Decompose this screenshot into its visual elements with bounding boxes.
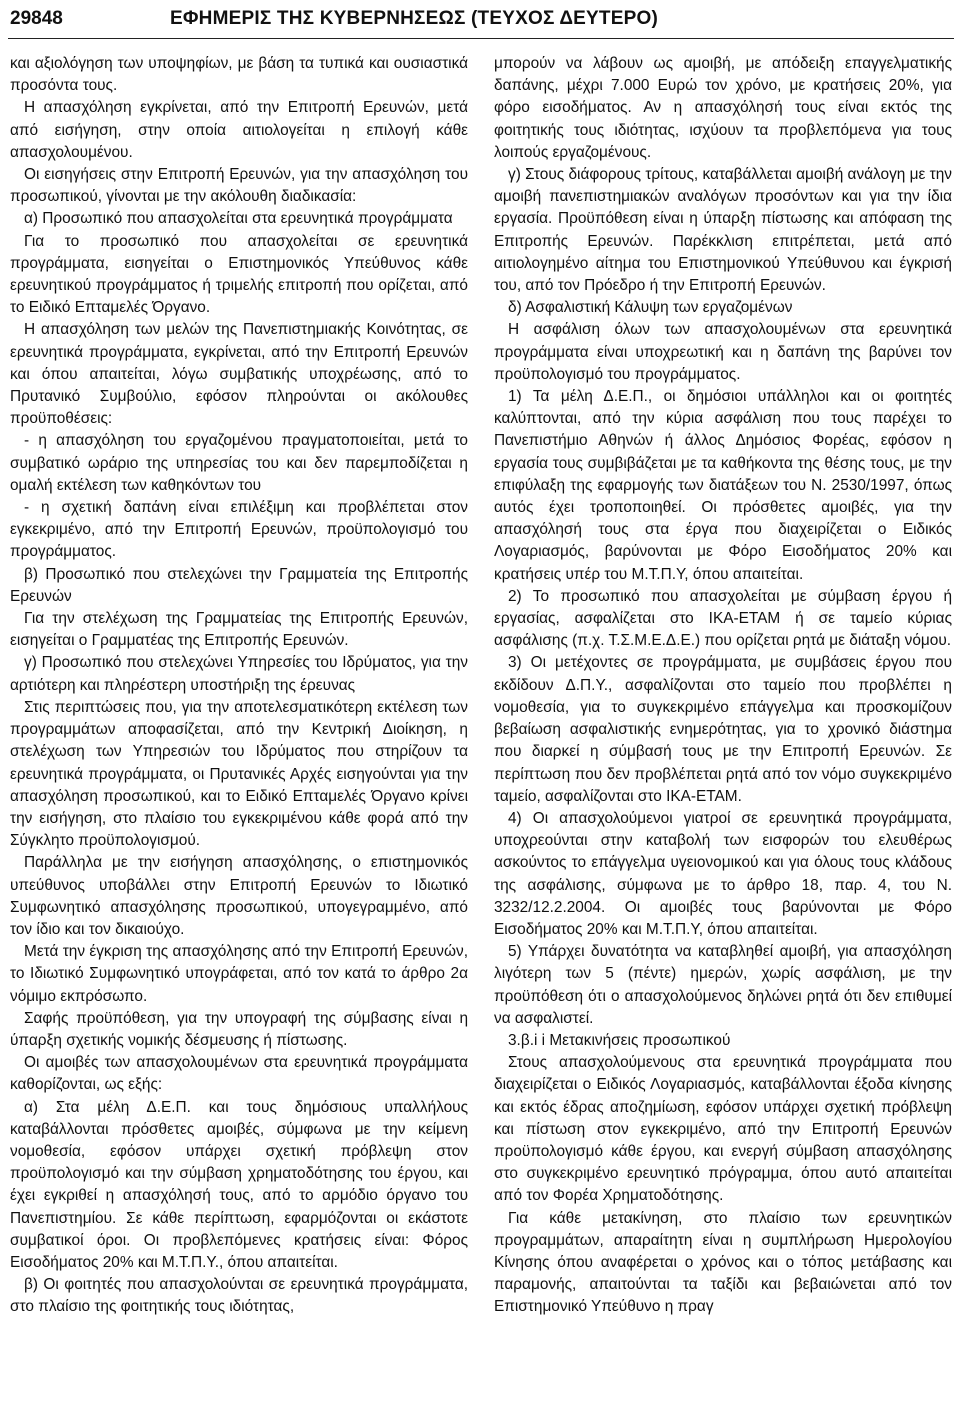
paragraph: β) Οι φοιτητές που απασχολούνται σε ερευνητικά προγράμματα, στο πλαίσιο της φοιτητικής τους ιδιότητας, (10, 1276, 468, 1316)
paragraph: Για την στελέχωση της Γραμματείας της Επιτροπής Ερευνών, εισηγείται ο Γραμματέας της Επιτροπής Ερευνών. (10, 610, 468, 650)
paragraph: - η απασχόληση του εργαζομένου πραγματοποιείται, μετά το συμβατικό ωράριο της υπηρεσίας του και δεν παρεμποδίζεται η ομαλή εκτέλεση των καθηκόντων του (10, 432, 468, 494)
paragraph: Παράλληλα με την εισήγηση απασχόλησης, ο επιστημονικός υπεύθυνος υποβάλλει στην Επιτροπή Ερευνών το Ιδιωτικό Συμφωνητικό απασχόλησης προσωπικού, υπογεγραμμένο, από τον ίδιο και τον δικαιούχο. (10, 854, 468, 938)
paragraph: Στους απασχολούμενους στα ερευνητικά προγράμματα που διαχειρίζεται ο Ειδικός Λογαριασμός, καταβάλλονται έξοδα κίνησης και εκτός έδρας αποζημίωση, εφόσον υπάρχει σχετική πρόβλεψη και πίστωση στον εγκεκριμένο, από την Επιτροπή Ερευνών προϋπολογισμό κάθε έργου, και ενεργή σύμβαση απασχόλησης στο συγκεκριμένο ερευνητικό πρόγραμμα, όπου αυτό απαιτείται από τον Φορέα Χρηματοδότησης. (494, 1054, 952, 1205)
paragraph: - η σχετική δαπάνη είναι επιλέξιμη και προβλέπεται στον εγκεκριμένο, από την Επιτροπή Ερευνών, προϋπολογισμό του προγράμματος. (10, 499, 468, 561)
text-columns (10, 53, 952, 1319)
paragraph: 3.β.i i Μετακινήσεις προσωπικού (508, 1031, 731, 1049)
paragraph: και αξιολόγηση των υποψηφίων, με βάση τα τυπικά και ουσιαστικά προσόντα τους. (10, 55, 468, 95)
paragraph: δ) Ασφαλιστική Κάλυψη των εργαζομένων (508, 299, 793, 317)
page-number: 29848 (10, 8, 63, 29)
paragraph: Σαφής προϋπόθεση, για την υπογραφή της σύμβασης είναι η ύπαρξη σχετικής νομικής δέσμευσης ή πίστωσης. (10, 1009, 468, 1049)
paragraph: Η απασχόληση των μελών της Πανεπιστημιακής Κοινότητας, σε ερευνητικά προγράμματα, εγκρίνεται, από την Επιτροπή Ερευνών και όπου απαιτείται, λόγω συμβατικής υποχρέωσης, από το Πρυτανικό Συμβούλιο, εφόσον πληρούνται οι ακόλουθες προϋποθέσεις: (10, 321, 468, 428)
paragraph: γ) Προσωπικό που στελεχώνει Υπηρεσίες του Ιδρύματος, για την αρτιότερη και πληρέστερη υποστήριξη της έρευνας (10, 654, 468, 694)
page-header (8, 0, 954, 39)
paragraph: 5) Υπάρχει δυνατότητα να καταβληθεί αμοιβή, για απασχόληση λιγότερη των 5 (πέντε) ημερών, χωρίς ασφάλιση, με την προϋπόθεση ότι ο απασχολούμενος δηλώνει ρητά ότι δεν επιθυμεί να ασφαλιστεί. (494, 943, 952, 1027)
paragraph: 4) Οι απασχολούμενοι γιατροί σε ερευνητικά προγράμματα, υποχρεούνται στην καταβολή των εισφορών του ελευθέρως ασκούντος το επάγγελμα υγειονομικού και για όλους τους κλάδους της ασφάλισης, σύμφωνα με το άρθρο 18, παρ. 4, του Ν. 3232/12.2.2004. Οι αμοιβές τους βαρύνονται με Φόρο Εισοδήματος 20% και Μ.Τ.Π.Υ, όπου απαιτείται. (494, 809, 952, 938)
paragraph: Μετά την έγκριση της απασχόλησης από την Επιτροπή Ερευνών, το Ιδιωτικό Συμφωνητικό υπογράφεται, από τον κατά το άρθρο 2α νόμιμο εκπρόσωπο. (10, 943, 468, 1005)
paragraph: 2) Το προσωπικό που απασχολείται με σύμβαση έργου ή εργασίας, ασφαλίζεται στο ΙΚΑ-ΕΤΑΜ ή σε ταμείο κύριας ασφάλισης (π.χ. Τ.Σ.Μ.Ε.Δ.Ε.) που ορίζεται ρητά με διάταξη νόμου. (494, 587, 952, 650)
right-column (494, 53, 952, 1319)
paragraph: Οι εισηγήσεις στην Επιτροπή Ερευνών, για την απασχόληση του προσωπικού, γίνονται με την ακόλουθη διαδικασία: (10, 166, 468, 206)
paragraph: μπορούν να λάβουν ως αμοιβή, με απόδειξη επαγγελματικής δαπάνης, μέχρι 7.000 Ευρώ τον χρόνο, με κρατήσεις 20%, για φόρο εισοδήματος. Αν η απασχόλησή τους είναι εκτός της φοιτητικής τους ιδιότητας, ισχύουν τα προβλεπόμενα για τους λοιπούς εργαζομένους. (494, 55, 952, 161)
left-column (10, 53, 468, 1319)
paragraph: α) Στα μέλη Δ.Ε.Π. και τους δημόσιους υπαλλήλους καταβάλλονται πρόσθετες αμοιβές, σύμφωνα με την κείμενη νομοθεσία, εφόσον υπάρχει σχετική πρόβλεψη στον προϋπολογισμό και την σύμβαση χρηματοδότησης του έργου, και έχει εγκριθεί η απασχόλησή τους, από το αρμόδιο όργανο του Πανεπιστημίου. Σε κάθε περίπτωση, εφαρμόζονται οι εκάστοτε συμβατικοί όροι. Οι προβλεπόμενες κρατήσεις είναι: Φόρος Εισοδήματος 20% και Μ.Τ.Π.Υ., όπου απαιτείται. (10, 1098, 468, 1271)
paragraph: 1) Τα μέλη Δ.Ε.Π., οι δημόσιοι υπάλληλοι και οι φοιτητές καλύπτονται, από την κύρια ασφάλιση που τους παρέχει το Πανεπιστήμιο Αθηνών ή άλλος Δημόσιος Φορέας, εφόσον η εργασία τους συμβιβάζεται με τα καθήκοντα της θέσης τους, με την επιφύλαξη της εφαρμογής των διατάξεων του Ν. 2530/1997, όπως αυτός έχει τροποποιηθεί. Οι πρόσθετες αμοιβές, για την απασχόλησή τους στα έργα που διαχειρίζεται ο Ειδικός Λογαριασμός, βαρύνονται με Φόρο Εισοδήματος 20% και κρατήσεις υπέρ του Μ.Τ.Π.Υ, όπου απαιτείται. (494, 388, 952, 583)
paragraph: 3) Οι μετέχοντες σε προγράμματα, με συμβάσεις έργου που εκδίδουν Δ.Π.Υ., ασφαλίζονται στο ταμείο που προβλέπει η νομοθεσία, για το συγκεκριμένο επάγγελμα και προσκομίζουν βεβαίωση ασφαλιστικής ενημερότητας, για το χρονικό διάστημα που διαρκεί η σύμβασή τους με την Επιτροπή Ερευνών. Σε περίπτωση που δεν προβλέπεται ρητά από τον νόμο συγκεκριμένο ταμείο, ασφαλίζονται στο ΙΚΑ-ΕΤΑΜ. (494, 654, 952, 805)
paragraph: Οι αμοιβές των απασχολουμένων στα ερευνητικά προγράμματα καθορίζονται, ως εξής: (10, 1054, 468, 1094)
paragraph: Για κάθε μετακίνηση, στο πλαίσιο των ερευνητικών προγραμμάτων, απαραίτητη είναι η συμπλήρωση Ημερολογίου Κίνησης όπου αναφέρεται ο χρόνος και ο τόπος μετάβασης και παραμονής, απαιτούνται τα ταξίδι και βεβαιώνεται από τον Επιστημονικό Υπεύθυνο η πραγ (494, 1209, 952, 1316)
journal-title: ΕΦΗΜΕΡΙΣ ΤΗΣ ΚΥΒΕΡΝΗΣΕΩΣ (ΤΕΥΧΟΣ ΔΕΥΤΕΡΟ) (170, 8, 658, 29)
paragraph: Στις περιπτώσεις που, για την αποτελεσματικότερη εκτέλεση των προγραμμάτων αποφασίζεται, από την Κεντρική Διοίκηση, η στελέχωση των Υπηρεσιών του Ιδρύματος που στηρίζουν τα ερευνητικά προγράμματα, οι Πρυτανικές Αρχές εισηγούνται για την απασχόληση προσωπικού, και το Ειδικό Επταμελές Όργανο κρίνει την εισήγηση, στο πλαίσιο του εγκεκριμένου κάθε φορά από την Σύγκλητο προϋπολογισμού. (10, 698, 468, 850)
paragraph: Η απασχόληση εγκρίνεται, από την Επιτροπή Ερευνών, μετά από εισήγηση, στην οποία αιτιολογείται η επιλογή κάθε απασχολουμένου. (10, 99, 468, 161)
paragraph: γ) Στους διάφορους τρίτους, καταβάλλεται αμοιβή ανάλογη με την αμοιβή πανεπιστημιακών αναλόγων προσόντων και για την ίδια εργασία. Προϋπόθεση είναι η ύπαρξη πίστωσης και απόφαση της Επιτροπής Ερευνών. Παρέκκλιση επιτρέπεται, μετά από αιτιολογημένο αίτημα του Επιστημονικού Υπεύθυνου και έγκρισή του, από τον Πρόεδρο ή την Επιτροπή Ερευνών. (494, 166, 952, 295)
paragraph: α) Προσωπικό που απασχολείται στα ερευνητικά προγράμματα (24, 210, 453, 228)
paragraph: Για το προσωπικό που απασχολείται σε ερευνητικά προγράμματα, εισηγείται ο Επιστημονικός Υπεύθυνος κάθε ερευνητικού προγράμματος ή τριμελής επιτροπή που ορίζεται, από το Ειδικό Επταμελές Όργανο. (10, 232, 468, 317)
paragraph: β) Προσωπικό που στελεχώνει την Γραμματεία της Επιτροπής Ερευνών (10, 565, 468, 605)
paragraph: Η ασφάλιση όλων των απασχολουμένων στα ερευνητικά προγράμματα είναι υποχρεωτική και η δαπάνη της βαρύνει τον προϋπολογισμό του προγράμματος. (494, 321, 952, 383)
